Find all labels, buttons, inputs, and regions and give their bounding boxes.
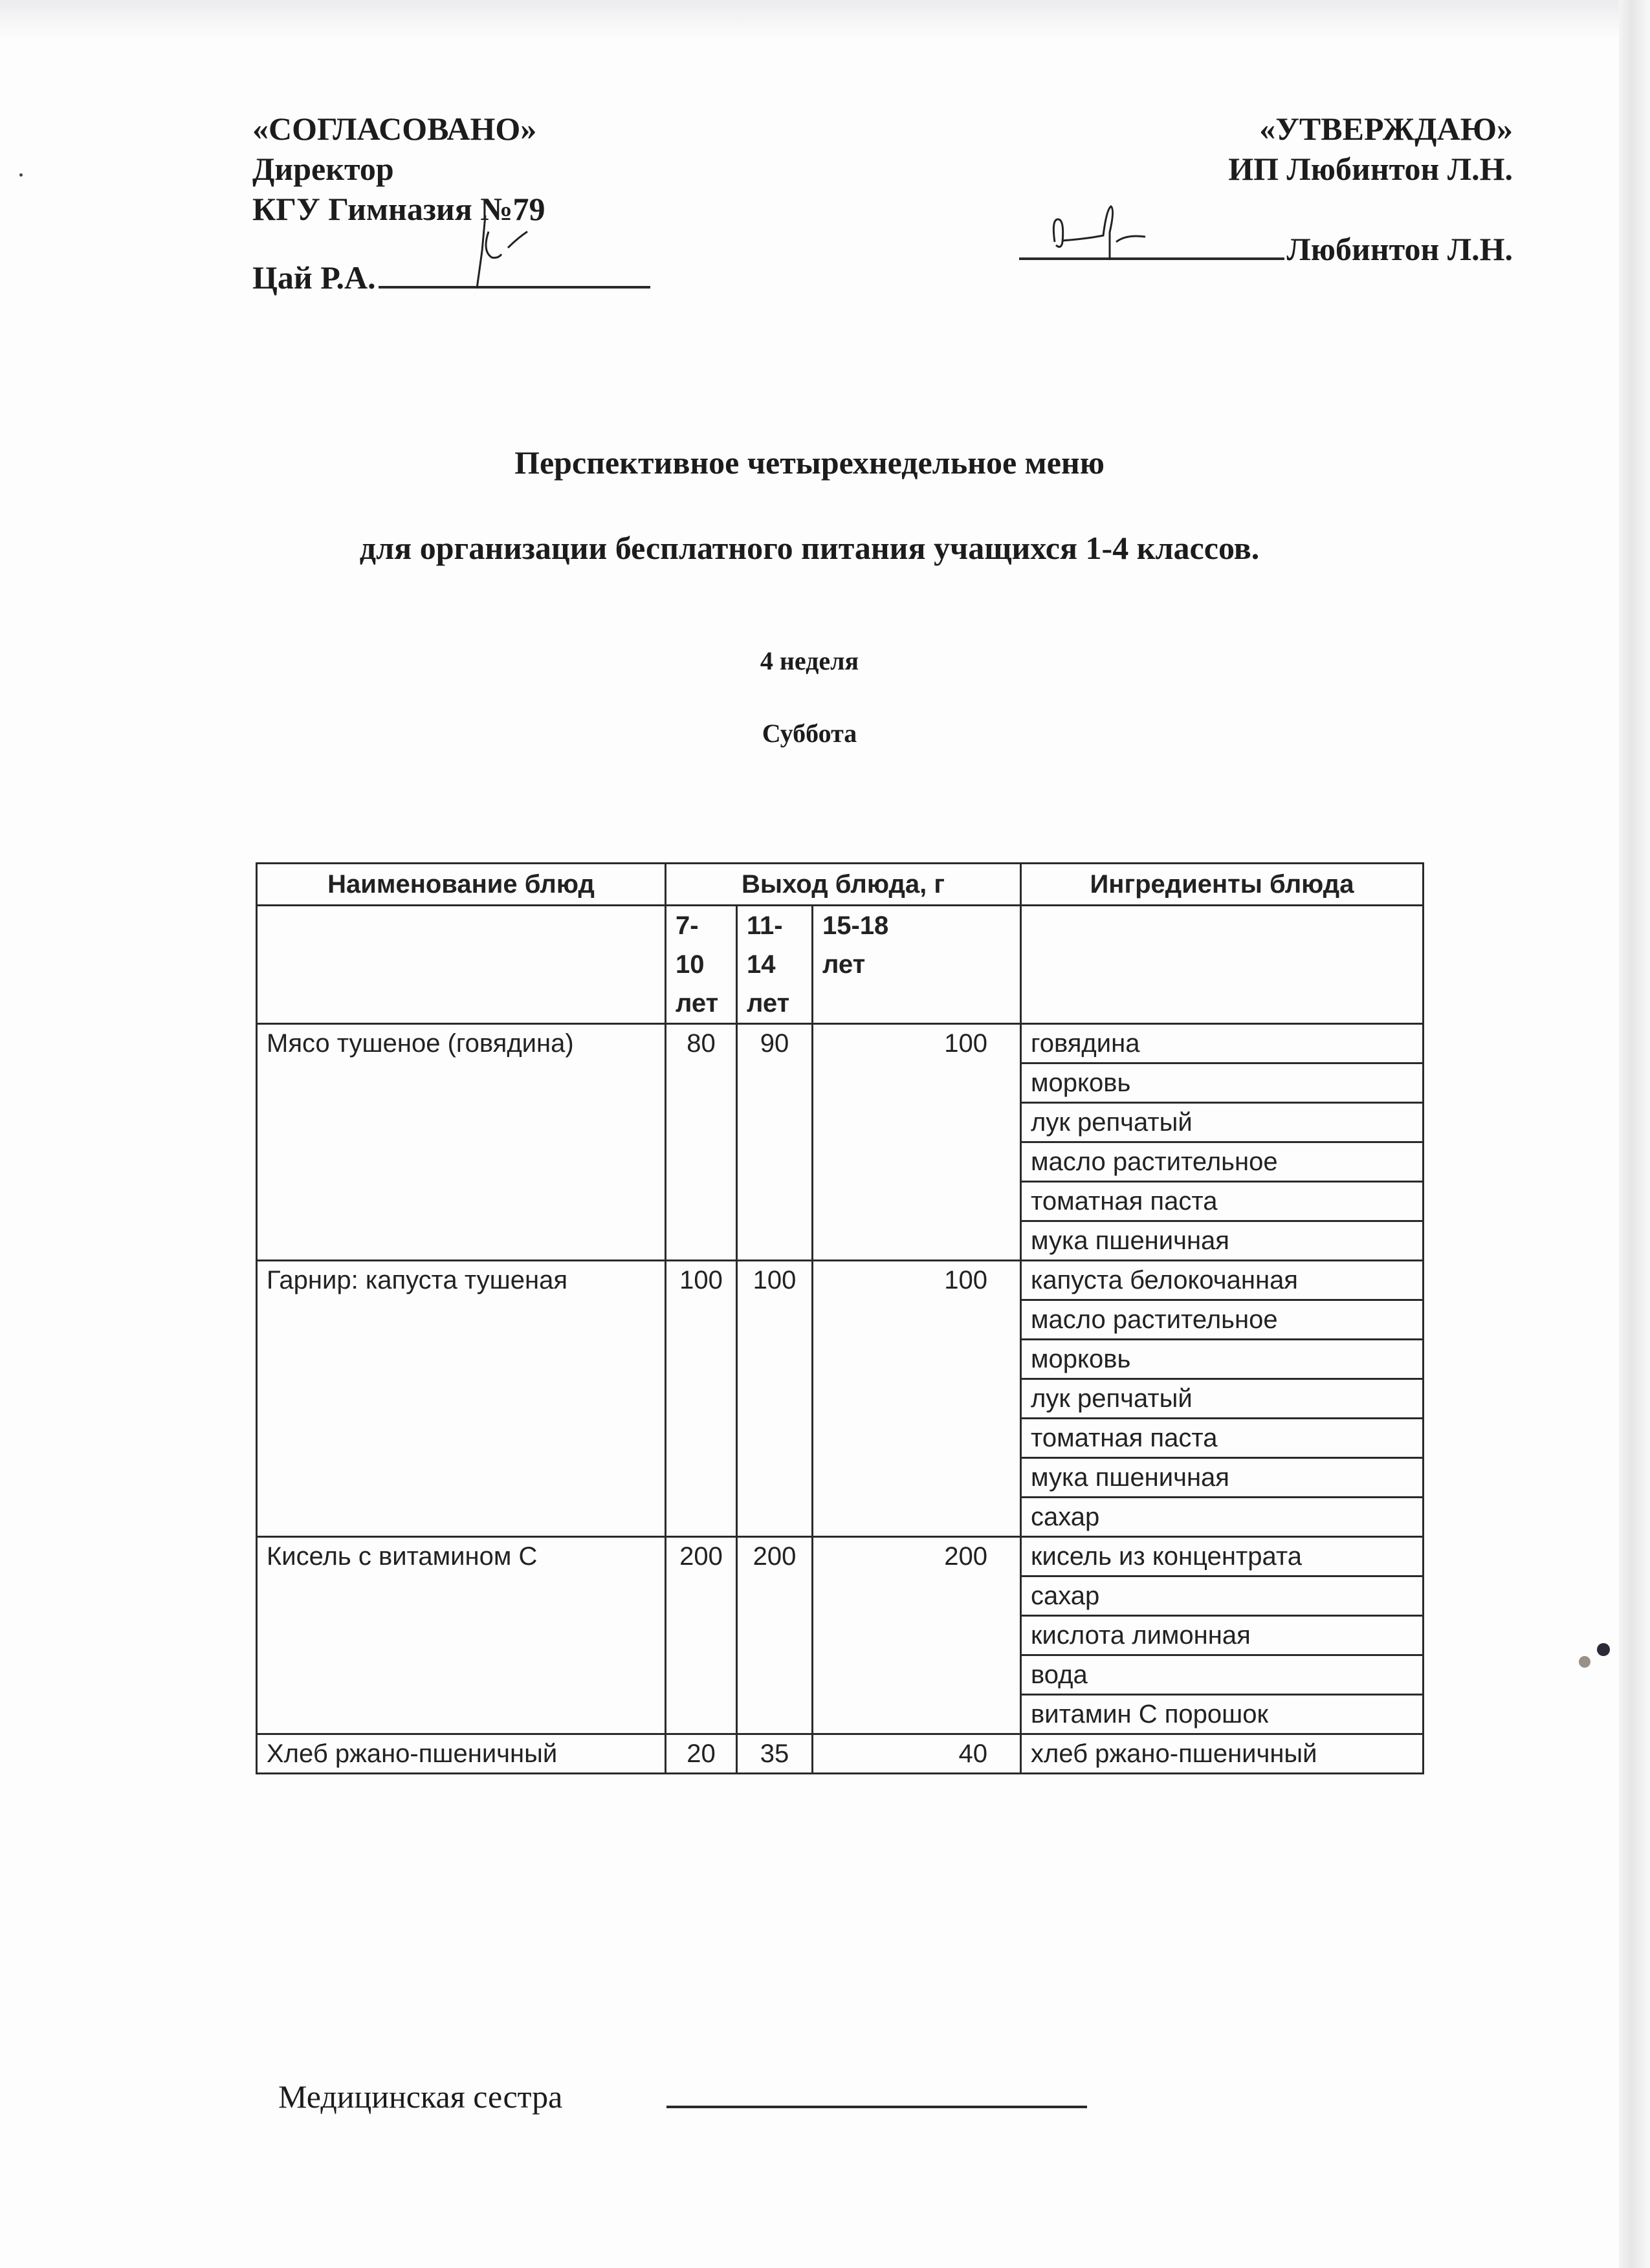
ingredient: морковь <box>1021 1063 1424 1103</box>
age-group-row <box>257 906 1424 1024</box>
table-row <box>257 1261 1424 1300</box>
nurse-label: Медицинская сестра <box>278 2078 563 2115</box>
table-row <box>257 1537 1424 1576</box>
yield-7-10: 200 <box>666 1537 737 1734</box>
yield-15-18: 100 <box>813 1261 1021 1537</box>
ingredient: витамин С порошок <box>1021 1695 1424 1734</box>
approved-signature-line <box>1019 232 1284 260</box>
age-group-empty <box>257 906 666 1024</box>
header-dish-name: Наименование блюд <box>257 864 666 906</box>
age-group-7-10: 7-10 лет <box>666 906 737 1024</box>
age-group-15-18: 15-18 лет <box>813 906 1021 1024</box>
table-header-row <box>257 864 1424 906</box>
approved-signatory: Любинтон Л.Н. <box>1286 231 1513 267</box>
document-title: Перспективное четырехнедельное меню <box>514 444 1105 481</box>
ingredient: лук репчатый <box>1021 1379 1424 1419</box>
dish-name: Кисель с витамином С <box>257 1537 666 1734</box>
approved-organization: ИП Любинтон Л.Н. <box>1228 151 1513 187</box>
dish-name: Мясо тушеное (говядина) <box>257 1024 666 1261</box>
approved-stamp: «УТВЕРЖДАЮ» <box>1259 111 1513 147</box>
header-ingredients: Ингредиенты блюда <box>1021 864 1424 906</box>
header-yield: Выход блюда, г <box>666 864 1021 906</box>
yield-15-18: 200 <box>813 1537 1021 1734</box>
ingredient: кисель из концентрата <box>1021 1537 1424 1576</box>
yield-11-14: 200 <box>737 1537 813 1734</box>
agreed-organization: КГУ Гимназия №79 <box>252 191 545 227</box>
week-label: 4 неделя <box>760 646 859 675</box>
ingredient: масло растительное <box>1021 1142 1424 1182</box>
nurse-signature-line <box>666 2106 1087 2108</box>
ingredient: сахар <box>1021 1576 1424 1616</box>
ingredient: томатная паста <box>1021 1419 1424 1458</box>
ingredient: томатная паста <box>1021 1182 1424 1221</box>
signature-scribble-icon <box>463 212 553 290</box>
ingredient: вода <box>1021 1655 1424 1695</box>
ingredient: морковь <box>1021 1340 1424 1379</box>
scan-speck <box>1579 1656 1590 1668</box>
agreed-signatory: Цай Р.А. <box>252 259 376 296</box>
agreed-position: Директор <box>252 151 394 187</box>
scan-speck <box>1597 1643 1610 1656</box>
yield-7-10: 100 <box>666 1261 737 1537</box>
ingredient: масло растительное <box>1021 1300 1424 1340</box>
yield-11-14: 100 <box>737 1261 813 1537</box>
agreed-stamp: «СОГЛАСОВАНО» <box>252 111 537 147</box>
yield-7-10: 20 <box>666 1734 737 1774</box>
scan-speck <box>19 173 23 177</box>
ingredient: сахар <box>1021 1498 1424 1537</box>
yield-11-14: 90 <box>737 1024 813 1261</box>
age-group-11-14: 11-14 лет <box>737 906 813 1024</box>
yield-15-18: 40 <box>813 1734 1021 1774</box>
yield-11-14: 35 <box>737 1734 813 1774</box>
age-group-ingredients-empty <box>1021 906 1424 1024</box>
ingredient: мука пшеничная <box>1021 1221 1424 1261</box>
approval-approved-block <box>1019 109 1513 269</box>
day-label: Суббота <box>762 719 857 748</box>
agreed-signature-row <box>252 257 650 298</box>
dish-name: Хлеб ржано-пшеничный <box>257 1734 666 1774</box>
ingredient: хлеб ржано-пшеничный <box>1021 1734 1424 1774</box>
ingredient: говядина <box>1021 1024 1424 1063</box>
menu-table <box>256 862 1424 1774</box>
document-subtitle: для организации бесплатного питания учащихся 1-4 классов. <box>359 530 1260 566</box>
ingredient: кислота лимонная <box>1021 1616 1424 1655</box>
approval-agreed-block <box>252 109 650 298</box>
ingredient: мука пшеничная <box>1021 1458 1424 1498</box>
yield-7-10: 80 <box>666 1024 737 1261</box>
agreed-signature-line <box>379 260 650 289</box>
table-row <box>257 1734 1424 1774</box>
table-row <box>257 1024 1424 1063</box>
ingredient: капуста белокочанная <box>1021 1261 1424 1300</box>
scan-right-edge <box>1619 0 1650 2268</box>
yield-15-18: 100 <box>813 1024 1021 1261</box>
signature-scribble-icon <box>1048 203 1178 261</box>
approved-signature-row <box>1019 229 1513 269</box>
ingredient: лук репчатый <box>1021 1103 1424 1142</box>
dish-name: Гарнир: капуста тушеная <box>257 1261 666 1537</box>
scan-top-shadow <box>0 0 1619 39</box>
